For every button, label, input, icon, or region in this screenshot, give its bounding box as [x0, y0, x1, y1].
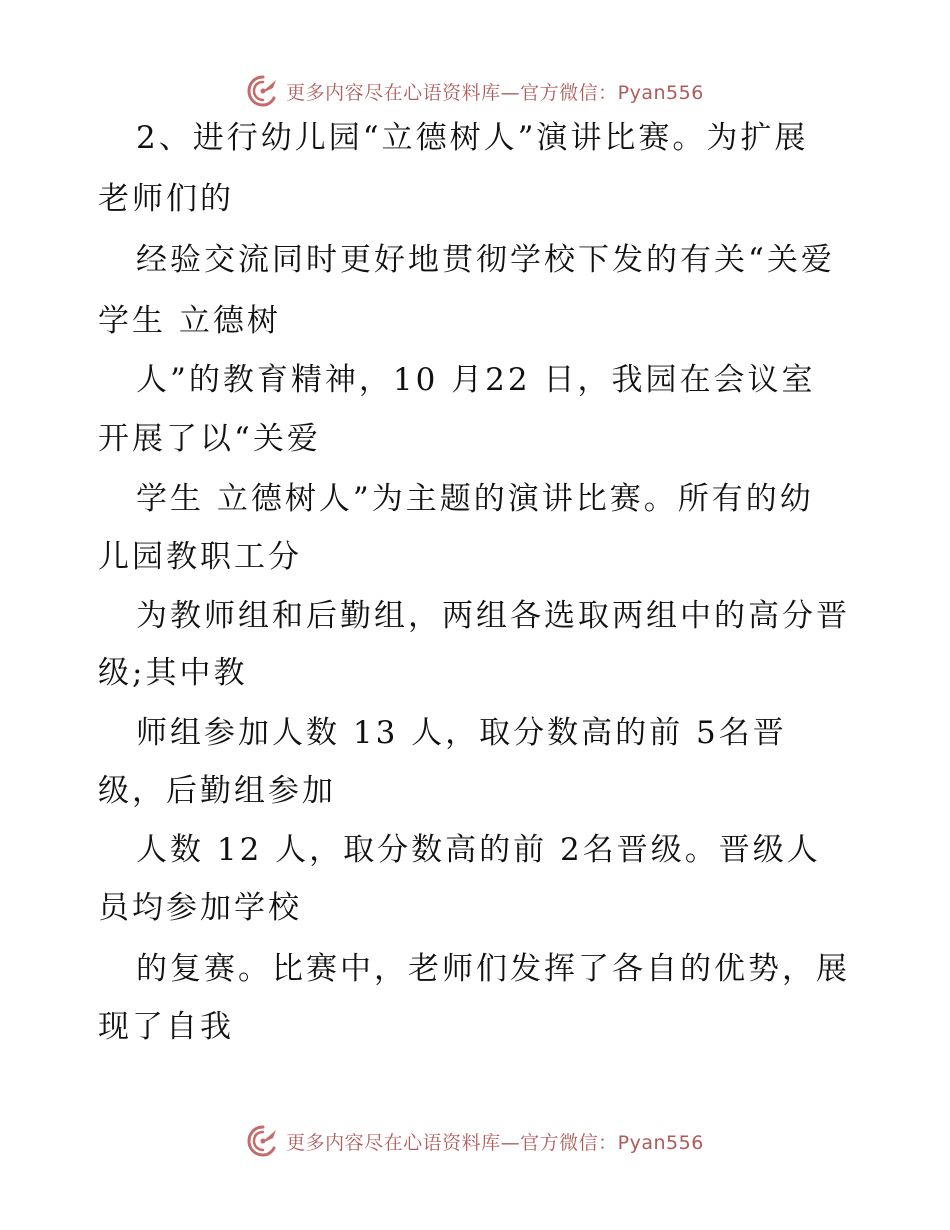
- text-line-6: 开展了以“关爱: [98, 421, 321, 457]
- text-line-12: 级，后勤组参加: [98, 773, 336, 809]
- text-line-3: 经验交流同时更好地贯彻学校下发的有关“关爱: [136, 242, 835, 278]
- text-line-11: 师组参加人数 13 人，取分数高的前 5名晋: [136, 715, 787, 751]
- text-line-9: 为教师组和后勤组，两组各选取两组中的高分晋: [136, 598, 850, 634]
- text-line-16: 现了自我: [98, 1009, 234, 1045]
- header-banner-text: 更多内容尽在心语资料库—官方微信：Pyan556: [286, 81, 704, 104]
- text-line-1: 2、进行幼儿园“立德树人”演讲比赛。为扩展: [136, 120, 809, 156]
- text-line-5: 人”的教育精神，10 月22 日，我园在会议室: [136, 362, 816, 398]
- header-banner: [0, 71, 950, 111]
- quill-swirl-logo-icon: [246, 1124, 280, 1158]
- footer-banner-text: 更多内容尽在心语资料库—官方微信：Pyan556: [286, 1131, 704, 1154]
- text-line-15: 的复赛。比赛中，老师们发挥了各自的优势，展: [136, 951, 850, 987]
- text-line-2: 老师们的: [98, 181, 234, 217]
- quill-swirl-logo-icon: [246, 74, 280, 108]
- text-line-10: 级;其中教: [98, 655, 248, 691]
- text-line-7: 学生 立德树人”为主题的演讲比赛。所有的幼: [136, 481, 814, 517]
- text-line-8: 儿园教职工分: [98, 539, 302, 575]
- text-line-13: 人数 12 人，取分数高的前 2名晋级。晋级人: [136, 832, 821, 868]
- text-line-4: 学生 立德树: [98, 303, 281, 339]
- footer-banner: [0, 1121, 950, 1161]
- text-line-14: 员均参加学校: [98, 890, 302, 926]
